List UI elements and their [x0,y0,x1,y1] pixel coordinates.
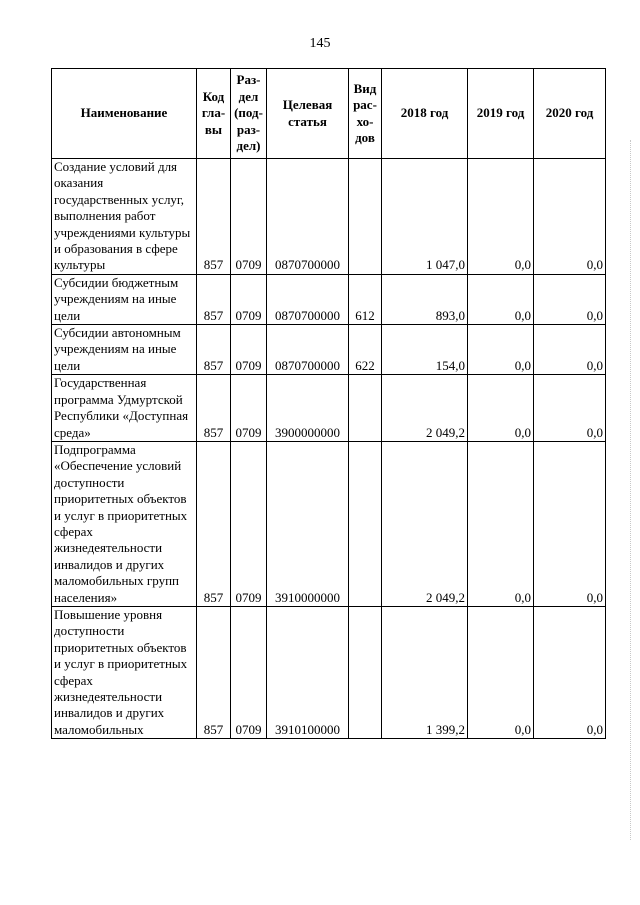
row-expense-type: 622 [349,325,382,375]
row-chapter: 857 [197,274,231,324]
row-expense-type: 612 [349,274,382,324]
row-target: 3910100000 [267,606,349,738]
header-2018: 2018 год [382,69,468,159]
row-section: 0709 [231,325,267,375]
row-2019: 0,0 [468,375,534,442]
row-target: 3900000000 [267,375,349,442]
row-name: Государственная программа Удмуртской Республики «Доступная среда» [52,375,197,442]
row-name: Субсидии бюджетным учреждениям на иные цели [52,274,197,324]
row-section: 0709 [231,274,267,324]
page-number: 145 [309,36,331,51]
budget-table [51,68,606,739]
row-2018: 154,0 [382,325,468,375]
row-2018: 1 399,2 [382,606,468,738]
table-row [52,441,606,606]
row-2018: 2 049,2 [382,441,468,606]
row-2020: 0,0 [534,606,606,738]
header-chapter: Код гла-вы [197,69,231,159]
header-section: Раз-дел (под-раз-дел) [231,69,267,159]
row-2019: 0,0 [468,159,534,275]
row-chapter: 857 [197,441,231,606]
row-name: Подпрограмма «Обеспечение условий доступности приоритетных объектов и услуг в приоритетных сферах жизнедеятельности инвалидов и других маломобильных групп населения» [52,441,197,606]
table-row [52,274,606,324]
row-section: 0709 [231,606,267,738]
row-2020: 0,0 [534,325,606,375]
row-2019: 0,0 [468,274,534,324]
row-chapter: 857 [197,159,231,275]
row-2018: 1 047,0 [382,159,468,275]
row-2019: 0,0 [468,606,534,738]
row-2019: 0,0 [468,441,534,606]
table-row [52,325,606,375]
table-header-row [52,69,606,159]
header-2019: 2019 год [468,69,534,159]
row-2020: 0,0 [534,159,606,275]
row-chapter: 857 [197,606,231,738]
row-expense-type [349,441,382,606]
table-row [52,159,606,275]
row-name: Создание условий для оказания государственных услуг, выполнения работ учреждениями культуры и образования в сфере культуры [52,159,197,275]
row-2020: 0,0 [534,274,606,324]
header-2020: 2020 год [534,69,606,159]
table-row [52,375,606,442]
row-section: 0709 [231,441,267,606]
header-target: Целевая статья [267,69,349,159]
row-section: 0709 [231,375,267,442]
header-name: Наименование [52,69,197,159]
row-target: 0870700000 [267,159,349,275]
row-name: Повышение уровня доступности приоритетных объектов и услуг в приоритетных сферах жизнедеятельности инвалидов и других маломобильных [52,606,197,738]
row-chapter: 857 [197,325,231,375]
header-expense-type: Вид рас-хо-дов [349,69,382,159]
row-2018: 893,0 [382,274,468,324]
row-name: Субсидии автономным учреждениям на иные цели [52,325,197,375]
row-2020: 0,0 [534,375,606,442]
table-row [52,606,606,738]
row-expense-type [349,159,382,275]
row-target: 0870700000 [267,325,349,375]
row-section: 0709 [231,159,267,275]
row-expense-type [349,606,382,738]
row-2019: 0,0 [468,325,534,375]
row-2018: 2 049,2 [382,375,468,442]
row-expense-type [349,375,382,442]
row-chapter: 857 [197,375,231,442]
row-target: 0870700000 [267,274,349,324]
margin-dotted-line [630,140,632,840]
row-2020: 0,0 [534,441,606,606]
row-target: 3910000000 [267,441,349,606]
